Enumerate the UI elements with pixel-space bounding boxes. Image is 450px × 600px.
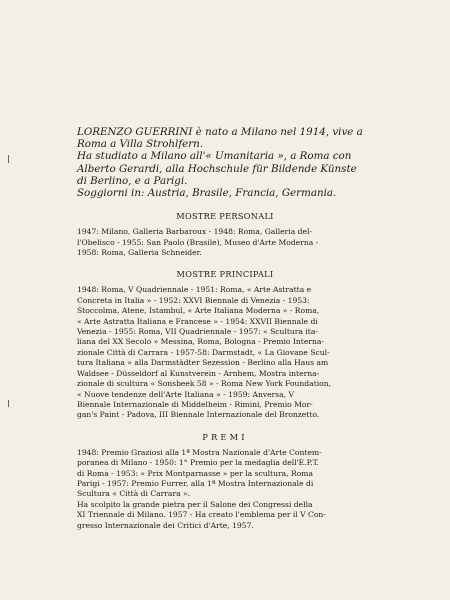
premi-paragraph (77, 448, 373, 531)
text-line: gan's Paint - Padova, III Biennale Internazionale del Bronzetto. (77, 410, 320, 420)
mostre-principali-paragraph (77, 285, 373, 420)
text-line: Parigi - 1957: Premio Furrer, alla 1ª Mostra Internazionale di (77, 478, 314, 488)
text-line: liana del XX Secolo » Messina, Roma, Bologna - Premio Interna- (77, 337, 324, 347)
intro-line: Ha studiato a Milano all'« Umanitaria », a Roma con (77, 150, 352, 163)
intro-line: Alberto Gerardi, alla Hochschule für Bildende Künste (77, 162, 357, 175)
text-line: Ha scolpito la grande pietra per il Salone dei Congressi della (77, 499, 313, 509)
text-line: l'Obelisco - 1955: San Paolo (Brasile), Museo d'Arte Moderna - (77, 237, 319, 247)
intro-paragraph (77, 126, 373, 199)
text-line: Scultura « Città di Carrara ». (77, 489, 191, 499)
text-line: gresso Internazionale dei Critici d'Arte, 1957. (77, 520, 254, 530)
text-line: Waldsee - Düsseldorf al Kunstverein - Arnhem, Mostra interna- (77, 368, 320, 378)
text-line: Stoccolma, Atene, Istambul, « Arte Italiana Moderna » - Roma, (77, 306, 320, 316)
intro-line: Soggiorni in: Austria, Brasile, Francia, Germania. (77, 187, 337, 200)
text-line: Concreta in Italia » - 1952: XXVI Biennale di Venezia - 1953: (77, 295, 310, 305)
text-line: zionale Città di Carrara - 1957-58: Darmstadt, « La Giovane Scul- (77, 347, 330, 357)
text-line: zionale di scultura « Sonsbeek 58 » - Roma New York Foundation, (77, 379, 332, 389)
margin-mark (8, 400, 9, 407)
text-line: 1948: Roma, V Quadriennale - 1951: Roma, « Arte Astratta e (77, 285, 312, 295)
text-line: Biennale Internazionale di Middelheim - Rimini, Premio Mor- (77, 399, 313, 409)
intro-line: Roma a Villa Strohlfern. (77, 138, 204, 151)
text-line: XI Triennale di Milano. 1957 - Ha creato l'emblema per il V Con- (77, 510, 326, 520)
text-line: Venezia - 1955: Roma, VII Quadriennale - 1957: « Scultura ita- (77, 327, 318, 337)
margin-mark (8, 155, 9, 163)
section-heading-mostre-principali: MOSTRE PRINCIPALI (176, 269, 274, 280)
text-line: poranea di Milano - 1950: 1° Premio per la medaglia dell'E.P.T. (77, 458, 319, 468)
text-line: tura Italiana » alla Darmstädter Sezession - Berlino alla Haus am (77, 358, 329, 368)
text-line: 1958: Roma, Galleria Schneider. (77, 248, 202, 258)
intro-line: LORENZO GUERRINI è nato a Milano nel 1914, vive a (77, 126, 363, 138)
text-line: di Roma - 1953: « Prix Montparnasse » per la scultura, Roma (77, 468, 314, 478)
intro-line: di Berlino, e a Parigi. (77, 174, 188, 187)
text-line: « Arte Astratta Italiana e Francese » - 1954: XXVII Biennale di (77, 316, 318, 326)
mostre-personali-paragraph (77, 227, 373, 258)
section-heading-premi: PREMI (202, 431, 248, 442)
biography-text (77, 126, 373, 542)
section-heading-mostre-personali: MOSTRE PERSONALI (176, 211, 274, 222)
text-line: 1947: Milano, Galleria Barbaroux - 1948: Roma, Galleria del- (77, 227, 313, 237)
text-line: « Nuove tendenze dell'Arte Italiana » - 1959: Anversa, V (77, 389, 294, 399)
text-line: 1948: Premio Graziosi alla 1ª Mostra Nazionale d'Arte Contem- (77, 447, 322, 457)
